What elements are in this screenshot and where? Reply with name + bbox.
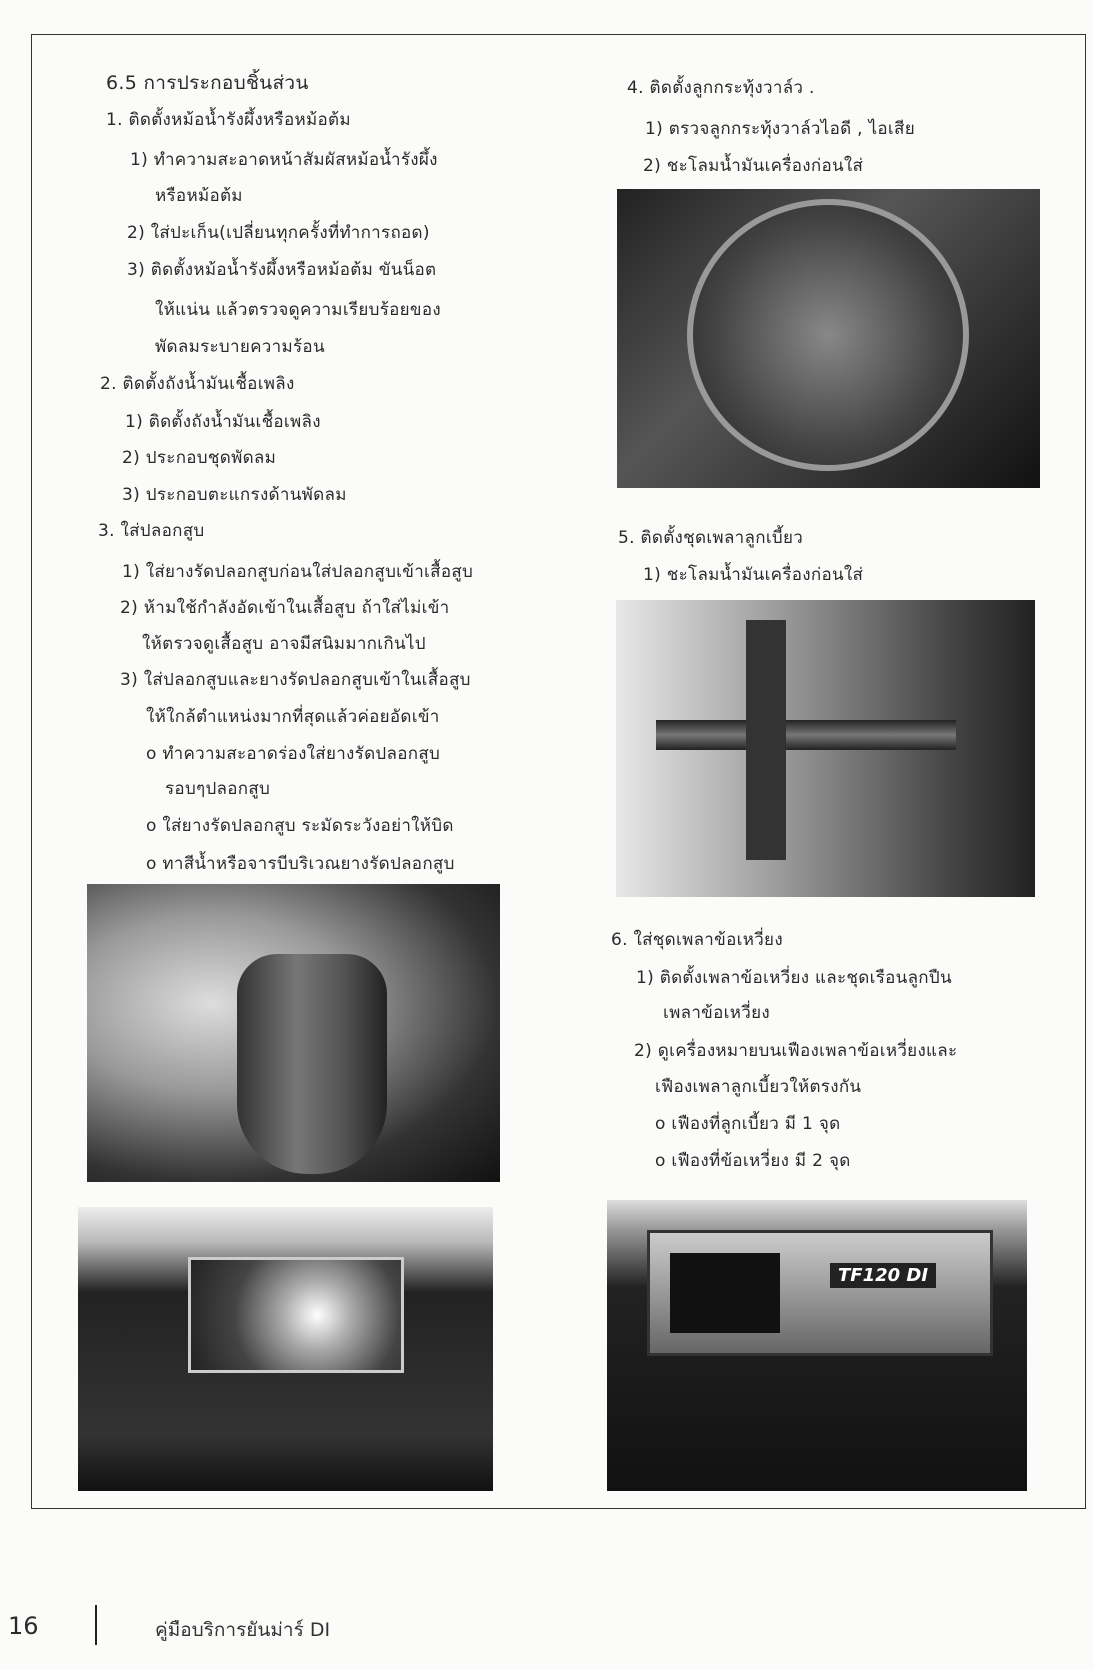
step-heading: 2. ติดตั้งถังน้ำมันเชื้อเพลิง xyxy=(100,374,295,394)
step-item: 1) ชะโลมน้ำมันเครื่องก่อนใส่ xyxy=(643,565,864,585)
step-item: 2) ใส่ปะเก็น(เปลี่ยนทุกครั้งที่ทำการถอด) xyxy=(127,223,430,243)
step-item: เฟืองเพลาลูกเบี้ยวให้ตรงกัน xyxy=(655,1077,862,1097)
step-item: 3) ประกอบตะแกรงด้านพัดลม xyxy=(122,485,347,505)
bullet-item: o เฟืองที่ลูกเบี้ยว มี 1 จุด xyxy=(655,1114,841,1134)
step-heading: 4. ติดตั้งลูกกระทุ้งวาล์ว . xyxy=(627,78,815,98)
valve-tappet-photo xyxy=(617,189,1040,488)
step-item: 2) ชะโลมน้ำมันเครื่องก่อนใส่ xyxy=(643,156,864,176)
step-item: 1) ติดตั้งถังน้ำมันเชื้อเพลิง xyxy=(125,412,321,432)
step-heading: 6. ใส่ชุดเพลาข้อเหวี่ยง xyxy=(611,930,783,950)
radiator-assembly-photo xyxy=(78,1207,493,1491)
step-item: พัดลมระบายความร้อน xyxy=(155,337,325,357)
bullet-item: รอบๆปลอกสูบ xyxy=(165,779,271,799)
step-item: 1) ใส่ยางรัดปลอกสูบก่อนใส่ปลอกสูบเข้าเสื้อสูบ xyxy=(122,562,474,582)
step-item: 3) ใส่ปลอกสูบและยางรัดปลอกสูบเข้าในเสื้อสูบ xyxy=(120,670,471,690)
camshaft-photo xyxy=(616,600,1035,897)
step-item: เพลาข้อเหวี่ยง xyxy=(663,1003,770,1023)
bullet-item: o ใส่ยางรัดปลอกสูบ ระมัดระวังอย่าให้บิด xyxy=(146,816,454,836)
step-heading: 5. ติดตั้งชุดเพลาลูกเบี้ยว xyxy=(618,528,804,548)
bullet-item: o เฟืองที่ข้อเหวี่ยง มี 2 จุด xyxy=(655,1151,851,1171)
step-heading: 3. ใส่ปลอกสูบ xyxy=(98,521,205,541)
cylinder-liner-photo xyxy=(87,884,500,1182)
bullet-item: o ทำความสะอาดร่องใส่ยางรัดปลอกสูบ xyxy=(146,744,441,764)
engine-photo xyxy=(607,1200,1027,1491)
footer-title: คู่มือบริการยันม่าร์ DI xyxy=(155,1619,331,1641)
step-item: 1) ตรวจลูกกระทุ้งวาล์วไอดี , ไอเสีย xyxy=(645,119,915,139)
step-item: ให้แน่น แล้วตรวจดูความเรียบร้อยของ xyxy=(155,300,441,320)
page-number: 16 xyxy=(8,1612,39,1640)
step-item: 2) ห้ามใช้กำลังอัดเข้าในเสื้อสูบ ถ้าใส่ไม่เข้า xyxy=(120,598,450,618)
step-item: 1) ติดตั้งเพลาข้อเหวี่ยง และชุดเรือนลูกปืน xyxy=(636,968,952,988)
step-heading: 1. ติดตั้งหม้อน้ำรังผึ้งหรือหม้อต้ม xyxy=(106,110,351,130)
section-title: 6.5 การประกอบชิ้นส่วน xyxy=(106,72,309,94)
footer-divider xyxy=(95,1605,97,1645)
step-item: 3) ติดตั้งหม้อน้ำรังผึ้งหรือหม้อต้ม ขันน็อต xyxy=(127,260,437,280)
step-item: 1) ทำความสะอาดหน้าสัมผัสหม้อน้ำรังผึ้ง xyxy=(130,150,438,170)
step-item: ให้ตรวจดูเสื้อสูบ อาจมีสนิมมากเกินไป xyxy=(142,634,426,654)
step-item: 2) ดูเครื่องหมายบนเฟืองเพลาข้อเหวี่ยงและ xyxy=(634,1041,958,1061)
step-item: หรือหม้อต้ม xyxy=(155,186,243,206)
step-item: 2) ประกอบชุดพัดลม xyxy=(122,448,277,468)
engine-badge: TF120 DI xyxy=(830,1263,936,1288)
bullet-item: o ทาสีน้ำหรือจารบีบริเวณยางรัดปลอกสูบ xyxy=(146,854,455,874)
step-item: ให้ใกล้ตำแหน่งมากที่สุดแล้วค่อยอัดเข้า xyxy=(146,707,440,727)
